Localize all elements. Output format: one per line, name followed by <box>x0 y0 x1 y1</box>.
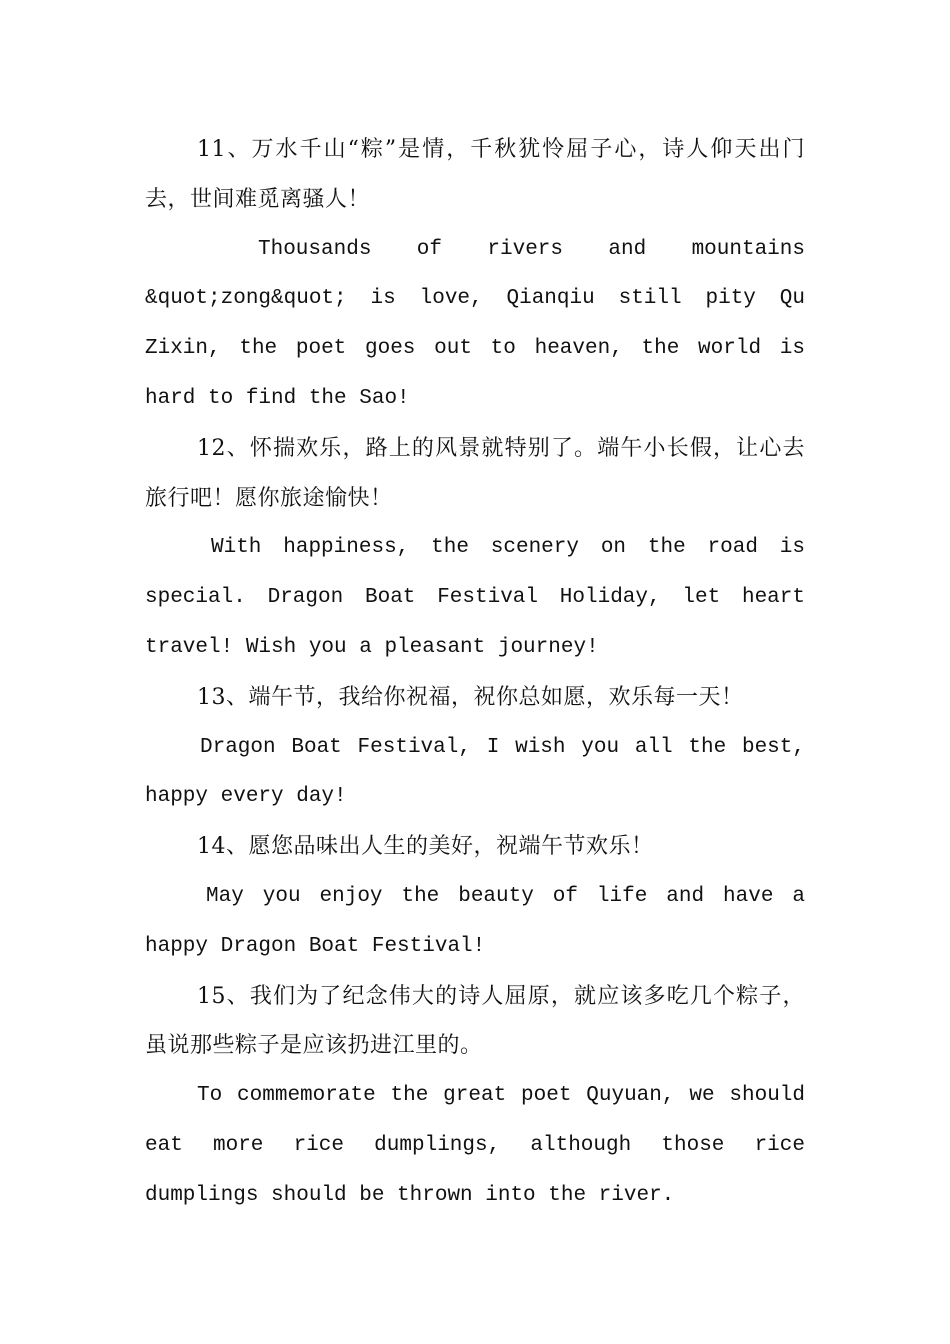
paragraph-14-chinese: 14、愿您品味出人生的美好，祝端午节欢乐！ <box>197 834 654 860</box>
paragraph-12-english: With happiness, the scenery on the road is special. Dragon Boat Festival Holiday, let heart travel! Wish you a pleasant journey! <box>145 536 805 659</box>
paragraph-13-chinese: 13、端午节，我给你祝福，祝你总如愿，欢乐每一天！ <box>197 684 744 710</box>
paragraph-15-chinese: 15、我们为了纪念伟大的诗人屈原，就应该多吃几个粽子，虽说那些粽子是应该扔进江里的。 <box>145 983 805 1059</box>
paragraph-11-english: Thousands of rivers and mountains &quot;zong&quot; is love, Qianqiu still pity Qu Zixin, the poet goes out to heaven, the world is hard to find the Sao! <box>145 237 805 410</box>
paragraph-11-chinese: 11、万水千山“粽”是情，千秋犹怜屈子心，诗人仰天出门去，世间难觅离骚人！ <box>145 137 805 212</box>
paragraph-15-english: To commemorate the great poet Quyuan, we should eat more rice dumplings, although those rice dumplings should be thrown into the river. <box>145 1084 805 1207</box>
paragraph-14-english: May you enjoy the beauty of life and have a happy Dragon Boat Festival! <box>145 884 805 958</box>
paragraph-12-chinese: 12、怀揣欢乐，路上的风景就特别了。端午小长假，让心去旅行吧！愿你旅途愉快！ <box>145 435 805 511</box>
paragraph-13-english: Dragon Boat Festival, I wish you all the best, happy every day! <box>145 735 805 809</box>
document-page <box>145 125 805 1221</box>
